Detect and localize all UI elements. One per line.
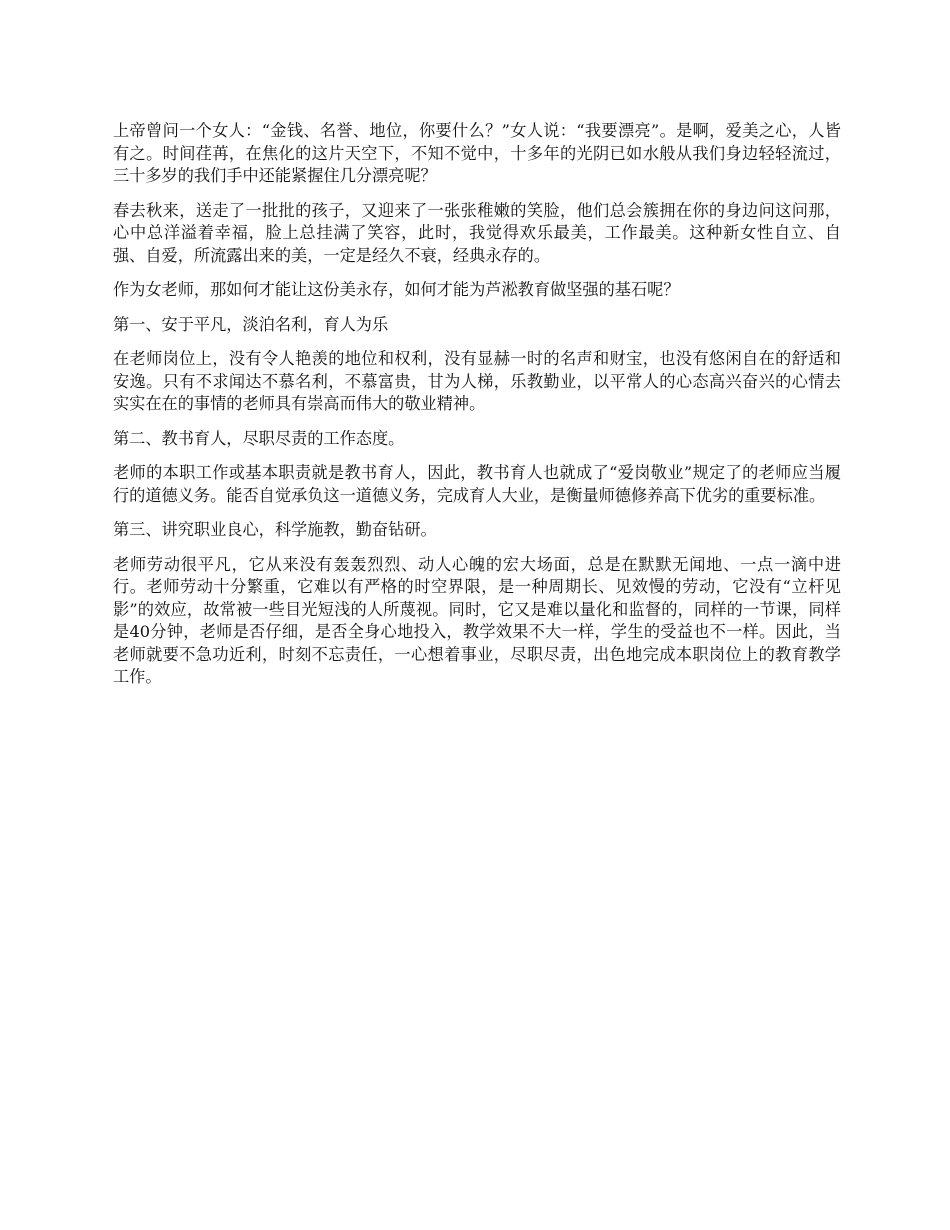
section-heading-2: 第二、教书育人，尽职尽责的工作态度。 (113, 428, 405, 448)
section-2-paragraph: 老师的本职工作或基本职责就是教书育人，因此，教书育人也就成了“爱岗敬业”规定了的老师应当履行的道德义务。能否自觉承负这一道德义务，完成育人大业，是衡量师德修养高下优劣的重要标准。 (113, 463, 841, 505)
intro-paragraph: 上帝曾问一个女人：“金钱、名誉、地位，你要什么？”女人说：“我要漂亮”。是啊，爱美之心，人皆有之。时间荏苒，在焦化的这片天空下，不知不觉中，十多年的光阴已如水般从我们身边轻轻流过，三十多岁的我们手中还能紧握住几分漂亮呢？ (113, 121, 841, 185)
question-paragraph: 作为女老师，那如何才能让这份美永存，如何才能为芦淞教育做坚强的基石呢？ (113, 280, 680, 299)
seasons-paragraph: 春去秋来，送走了一批批的孩子，又迎来了一张张稚嫩的笑脸，他们总会簇拥在你的身边问这问那，心中总洋溢着幸福，脸上总挂满了笑容，此时，我觉得欢乐最美，工作最美。这种新女性自立、自强、自爱，所流露出来的美，一定是经久不衰，经典永存的。 (113, 200, 841, 265)
section-heading-1: 第一、安于平凡，淡泊名利，育人为乐 (113, 314, 389, 334)
document-page (113, 120, 841, 701)
section-1-paragraph: 在老师岗位上，没有令人艳羡的地位和权利，没有显赫一时的名声和财宝，也没有悠闲自在的舒适和安逸。只有不求闻达不慕名利，不慕富贵，甘为人梯，乐教勤业，以平常人的心态高兴奋兴的心情去实实在在的事情的老师具有崇高而伟大的敬业精神。 (113, 349, 841, 413)
section-3-paragraph: 老师劳动很平凡，它从来没有轰轰烈烈、动人心魄的宏大场面，总是在默默无闻地、一点一滴中进行。老师劳动十分繁重，它难以有严格的时空界限，是一种周期长、见效慢的劳动，它没有“立杆见影”的效应，故常被一些目光短浅的人所蔑视。同时，它又是难以量化和监督的，同样的一节课，同样是40分钟，老师是否仔细，是否全身心地投入，教学效果不大一样，学生的受益也不一样。因此，当老师就要不急功近利，时刻不忘责任，一心想着事业，尽职尽责，出色地完成本职岗位上的教育教学工作。 (113, 554, 841, 686)
section-heading-3: 第三、讲究职业良心，科学施教，勤奋钻研。 (113, 520, 437, 539)
